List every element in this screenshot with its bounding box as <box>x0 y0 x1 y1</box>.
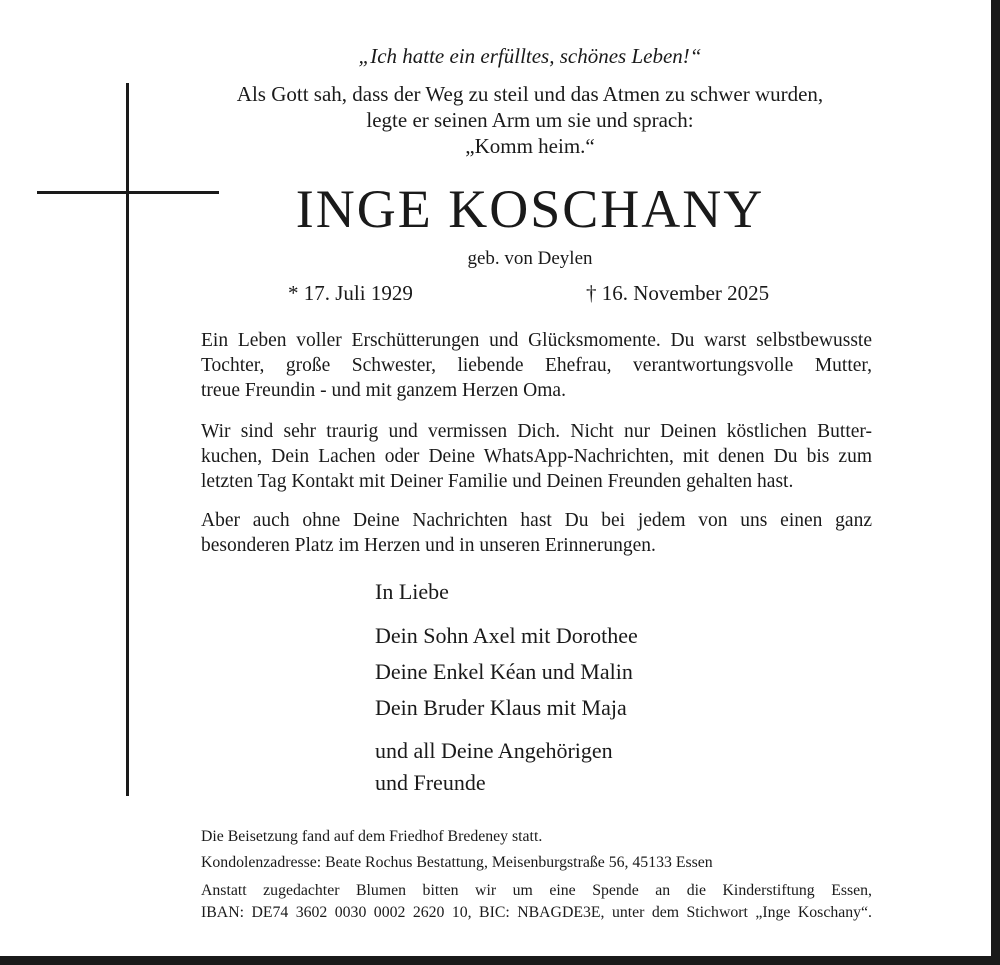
death-date: † 16. November 2025 <box>586 281 770 305</box>
paragraph-grief <box>201 419 872 494</box>
signature-opening: In Liebe <box>375 579 449 604</box>
intro-line: „Komm heim.“ <box>465 134 595 158</box>
family-member: Deine Enkel Kéan und Malin <box>375 659 633 684</box>
donation-note <box>201 880 872 924</box>
signature-relatives <box>375 735 613 799</box>
deceased-name: INGE KOSCHANY <box>295 179 765 239</box>
paragraph-line: letzten Tag Kontakt mit Deiner Familie und Deinen Freunden gehalten hast. <box>201 471 794 492</box>
paragraph-memory <box>201 508 872 558</box>
maiden-name: geb. von Deylen <box>467 248 593 269</box>
paragraph-line: Tochter, große Schwester, liebende Ehefrau, verantwortungsvolle Mutter, <box>201 355 872 376</box>
condolence-address: Kondolenzadresse: Beate Rochus Bestattung, Meisenburgstraße 56, 45133 Essen <box>201 854 713 871</box>
paragraph-line: treue Freundin - und mit ganzem Herzen Oma. <box>201 380 566 401</box>
family-member: Dein Bruder Klaus mit Maja <box>375 695 627 720</box>
intro-line: legte er seinen Arm um sie und sprach: <box>366 108 694 132</box>
donation-line: Anstatt zugedachter Blumen bitten wir um eine Spende an die Kinderstiftung Essen, <box>201 882 872 899</box>
birth-date: * 17. Juli 1929 <box>288 281 413 305</box>
paragraph-line: besonderen Platz im Herzen und in unseren Erinnerungen. <box>201 535 656 556</box>
relatives-line: und Freunde <box>375 770 486 795</box>
family-member: Dein Sohn Axel mit Dorothee <box>375 623 638 648</box>
funeral-note: Die Beisetzung fand auf dem Friedhof Bredeney statt. <box>201 828 543 845</box>
paragraph-line: Ein Leben voller Erschütterungen und Glücksmomente. Du warst selbstbewusste <box>201 330 872 351</box>
paragraph-line: Aber auch ohne Deine Nachrichten hast Du bei jedem von uns einen ganz <box>201 510 872 531</box>
epigraph-quote: „Ich hatte ein erfülltes, schönes Leben!“ <box>358 44 702 68</box>
paragraph-life <box>201 328 872 403</box>
signature-family <box>375 618 638 726</box>
donation-line: IBAN: DE74 3602 0030 0002 2620 10, BIC: NBAGDE3E, unter dem Stichwort „Inge Koschany“. <box>201 904 872 921</box>
paragraph-line: kuchen, Dein Lachen oder Deine WhatsApp-Nachrichten, mit denen Du bis zum <box>201 446 872 467</box>
intro-line: Als Gott sah, dass der Weg zu steil und das Atmen zu schwer wurden, <box>236 82 824 106</box>
intro-verse <box>0 81 1000 159</box>
relatives-line: und all Deine Angehörigen <box>375 738 613 763</box>
paragraph-line: Wir sind sehr traurig und vermissen Dich. Nicht nur Deinen köstlichen Butter- <box>201 421 872 442</box>
